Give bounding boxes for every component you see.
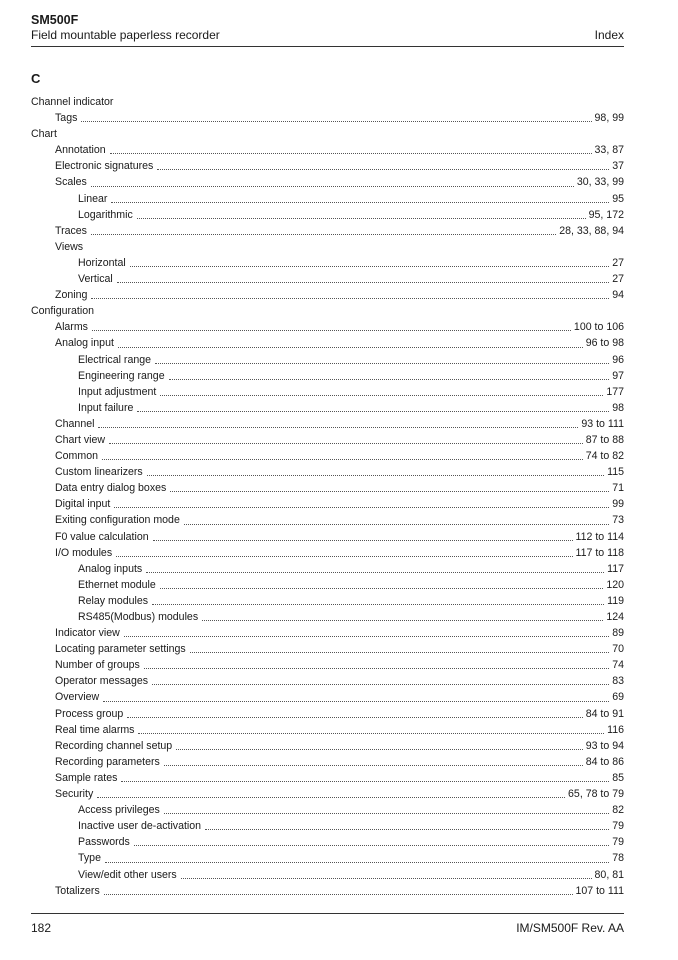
- index-term: Type: [78, 852, 101, 865]
- index-page-ref: 96 to 98: [585, 337, 624, 350]
- index-entry: [31, 368, 624, 384]
- index-term: Electrical range: [78, 353, 152, 366]
- index-page-ref: 69: [612, 691, 624, 704]
- index-list: [31, 94, 624, 899]
- index-term: Operator messages: [55, 675, 149, 688]
- dot-leader: [152, 593, 604, 605]
- dot-leader: [98, 416, 578, 428]
- dot-leader: [114, 496, 609, 508]
- index-entry: [31, 110, 624, 126]
- index-term: Indicator view: [55, 627, 120, 640]
- dot-leader: [155, 352, 609, 364]
- index-page-ref: 78: [612, 852, 624, 865]
- dot-leader: [92, 319, 571, 331]
- index-entry: [31, 673, 624, 689]
- index-entry: [31, 529, 624, 545]
- dot-leader: [190, 641, 609, 653]
- index-page-ref: 95: [612, 192, 624, 205]
- index-page-ref: 85: [612, 771, 624, 784]
- index-page-ref: 98, 99: [594, 112, 624, 125]
- index-entry: [31, 207, 624, 223]
- index-term: Linear: [78, 192, 108, 205]
- dot-leader: [91, 287, 609, 299]
- index-entry: [31, 512, 624, 528]
- index-term: Tags: [55, 112, 78, 125]
- dot-leader: [134, 834, 609, 846]
- index-page-ref: 124: [606, 611, 624, 623]
- dot-leader: [109, 432, 583, 444]
- index-page-ref: 97: [612, 369, 624, 382]
- index-term: Input adjustment: [78, 385, 157, 398]
- index-term: Recording channel setup: [55, 739, 173, 752]
- index-entry: [31, 689, 624, 705]
- index-entry: [31, 657, 624, 673]
- index-entry: [31, 577, 624, 593]
- index-term: Recording parameters: [55, 755, 160, 768]
- dot-leader: [169, 368, 610, 380]
- index-entry: [31, 754, 624, 770]
- index-letter: C: [31, 71, 41, 86]
- index-page-ref: 95, 172: [588, 208, 624, 221]
- dot-leader: [121, 770, 609, 782]
- index-page-ref: 27: [612, 256, 624, 269]
- dot-leader: [152, 673, 609, 685]
- dot-leader: [124, 625, 609, 637]
- index-term: Sample rates: [55, 771, 118, 784]
- index-term: Analog input: [55, 337, 114, 350]
- index-term: Number of groups: [55, 659, 140, 672]
- dot-leader: [181, 867, 592, 879]
- index-term: Configuration: [31, 305, 95, 318]
- index-page-ref: 30, 33, 99: [576, 176, 624, 189]
- index-term: Electronic signatures: [55, 160, 154, 173]
- index-entry: [31, 738, 624, 754]
- index-term: Engineering range: [78, 369, 165, 382]
- index-term: Input failure: [78, 401, 134, 414]
- index-page-ref: 112 to 114: [575, 530, 624, 543]
- index-page-ref: 79: [612, 820, 624, 833]
- dot-leader: [138, 722, 604, 734]
- index-page-ref: 74: [612, 659, 624, 672]
- index-page-ref: 65, 78 to 79: [568, 788, 624, 801]
- index-term: Chart: [31, 128, 57, 141]
- index-entry: [31, 191, 624, 207]
- dot-leader: [184, 512, 609, 524]
- document-reference: IM/SM500F Rev. AA: [516, 921, 624, 935]
- index-page-ref: 70: [612, 643, 624, 656]
- index-page-ref: 117: [607, 562, 624, 575]
- index-term: Channel indicator: [31, 96, 114, 108]
- index-term: Overview: [55, 691, 100, 704]
- index-term: Access privileges: [78, 804, 160, 817]
- index-entry: [31, 883, 624, 899]
- dot-leader: [111, 191, 609, 203]
- dot-leader: [176, 738, 583, 750]
- index-entry: [31, 174, 624, 190]
- index-term: Annotation: [55, 144, 106, 157]
- index-term: Ethernet module: [78, 578, 156, 591]
- index-entry: [31, 126, 624, 142]
- index-entry: [31, 142, 624, 158]
- index-entry: [31, 722, 624, 738]
- index-term: Digital input: [55, 498, 111, 511]
- index-page-ref: 28, 33, 88, 94: [559, 224, 624, 237]
- index-entry: [31, 158, 624, 174]
- dot-leader: [137, 207, 586, 219]
- index-term: I/O modules: [55, 546, 113, 559]
- index-entry: [31, 786, 624, 802]
- index-page-ref: 99: [612, 498, 624, 511]
- index-term: Views: [55, 240, 84, 253]
- dot-leader: [110, 142, 592, 154]
- index-page-ref: 84 to 91: [585, 707, 624, 720]
- index-term: F0 value calculation: [55, 530, 149, 543]
- document-subtitle: Field mountable paperless recorder: [31, 28, 220, 42]
- dot-leader: [144, 657, 609, 669]
- index-page-ref: 116: [607, 723, 624, 736]
- index-entry: [31, 303, 624, 319]
- index-page-ref: 119: [607, 594, 624, 607]
- index-page-ref: 33, 87: [594, 144, 624, 157]
- index-term: Vertical: [78, 273, 113, 286]
- index-page-ref: 73: [612, 514, 624, 527]
- index-entry: [31, 287, 624, 303]
- page-number: 182: [31, 921, 52, 935]
- index-term: Analog inputs: [78, 562, 143, 575]
- index-entry: [31, 609, 624, 625]
- dot-leader: [164, 754, 583, 766]
- dot-leader: [91, 174, 574, 186]
- index-term: Passwords: [78, 836, 130, 849]
- dot-leader: [97, 786, 565, 798]
- section-name: Index: [594, 28, 624, 42]
- index-page-ref: 74 to 82: [585, 450, 624, 463]
- index-page-ref: 93 to 111: [581, 417, 624, 430]
- index-page-ref: 96: [612, 353, 624, 366]
- index-entry: [31, 271, 624, 287]
- dot-leader: [147, 464, 604, 476]
- index-entry: [31, 834, 624, 850]
- index-page-ref: 89: [612, 627, 624, 640]
- dot-leader: [118, 335, 583, 347]
- index-term: Common: [55, 450, 98, 463]
- page-footer: [31, 921, 624, 935]
- index-page-ref: 79: [612, 836, 624, 849]
- index-entry: [31, 416, 624, 432]
- index-term: View/edit other users: [78, 868, 177, 881]
- index-page-ref: 80, 81: [594, 868, 624, 881]
- dot-leader: [81, 110, 591, 122]
- index-entry: [31, 818, 624, 834]
- index-page-ref: 37: [612, 160, 624, 173]
- index-page-ref: 117 to 118: [575, 546, 624, 559]
- dot-leader: [105, 850, 609, 862]
- dot-leader: [164, 802, 609, 814]
- dot-leader: [91, 223, 556, 235]
- index-entry: [31, 496, 624, 512]
- index-page-ref: 100 to 106: [573, 321, 624, 334]
- index-entry: [31, 625, 624, 641]
- index-term: Alarms: [55, 321, 88, 334]
- index-term: Inactive user de-activation: [78, 820, 202, 833]
- dot-leader: [102, 448, 583, 460]
- index-entry: [31, 802, 624, 818]
- index-page-ref: 82: [612, 804, 624, 817]
- index-entry: [31, 561, 624, 577]
- index-term: Horizontal: [78, 256, 126, 269]
- product-name: SM500F: [31, 13, 79, 27]
- index-page-ref: 120: [606, 578, 624, 591]
- index-entry: [31, 400, 624, 416]
- index-entry: [31, 770, 624, 786]
- index-term: Chart view: [55, 433, 106, 446]
- index-page-ref: 83: [612, 675, 624, 688]
- index-entry: [31, 464, 624, 480]
- index-entry: [31, 850, 624, 866]
- index-page-ref: 27: [612, 273, 624, 286]
- index-entry: [31, 319, 624, 335]
- index-entry: [31, 352, 624, 368]
- index-page-ref: 93 to 94: [585, 739, 624, 752]
- dot-leader: [116, 545, 572, 557]
- index-page-ref: 94: [612, 289, 624, 302]
- dot-leader: [170, 480, 609, 492]
- index-entry: [31, 335, 624, 351]
- index-entry: [31, 706, 624, 722]
- dot-leader: [202, 609, 603, 621]
- index-page-ref: 98: [612, 401, 624, 414]
- index-entry: [31, 545, 624, 561]
- index-term: Process group: [55, 707, 124, 720]
- index-entry: [31, 239, 624, 255]
- index-term: Logarithmic: [78, 208, 133, 221]
- index-term: Data entry dialog boxes: [55, 482, 167, 495]
- dot-leader: [117, 271, 609, 283]
- index-entry: [31, 641, 624, 657]
- index-term: Locating parameter settings: [55, 643, 186, 656]
- index-page-ref: 107 to 111: [575, 884, 624, 897]
- index-term: Exiting configuration mode: [55, 514, 180, 527]
- index-term: Zoning: [55, 289, 88, 302]
- dot-leader: [146, 561, 604, 573]
- footer-rule: [31, 913, 624, 914]
- dot-leader: [104, 883, 573, 895]
- index-term: Custom linearizers: [55, 466, 143, 479]
- dot-leader: [153, 529, 573, 541]
- index-term: Traces: [55, 224, 87, 237]
- dot-leader: [127, 706, 582, 718]
- dot-leader: [160, 384, 603, 396]
- index-entry: [31, 480, 624, 496]
- index-term: Security: [55, 788, 94, 801]
- index-entry: [31, 432, 624, 448]
- index-term: Relay modules: [78, 594, 149, 607]
- index-term: Scales: [55, 176, 87, 189]
- index-entry: [31, 223, 624, 239]
- dot-leader: [137, 400, 609, 412]
- page-header: [31, 13, 624, 42]
- index-entry: [31, 448, 624, 464]
- index-entry: [31, 593, 624, 609]
- index-term: Channel: [55, 417, 95, 430]
- index-page-ref: 177: [606, 385, 624, 398]
- index-term: Real time alarms: [55, 723, 135, 736]
- dot-leader: [160, 577, 604, 589]
- dot-leader: [157, 158, 609, 170]
- dot-leader: [130, 255, 610, 267]
- index-page-ref: 115: [607, 466, 624, 479]
- index-term: Totalizers: [55, 884, 100, 897]
- index-page-ref: 84 to 86: [585, 755, 624, 768]
- index-entry: [31, 867, 624, 883]
- dot-leader: [103, 689, 609, 701]
- index-entry: [31, 255, 624, 271]
- index-term: RS485(Modbus) modules: [78, 611, 199, 623]
- index-page-ref: 87 to 88: [585, 433, 624, 446]
- dot-leader: [205, 818, 609, 830]
- index-entry: [31, 94, 624, 110]
- index-page-ref: 71: [612, 482, 624, 495]
- header-rule: [31, 46, 624, 47]
- index-entry: [31, 384, 624, 400]
